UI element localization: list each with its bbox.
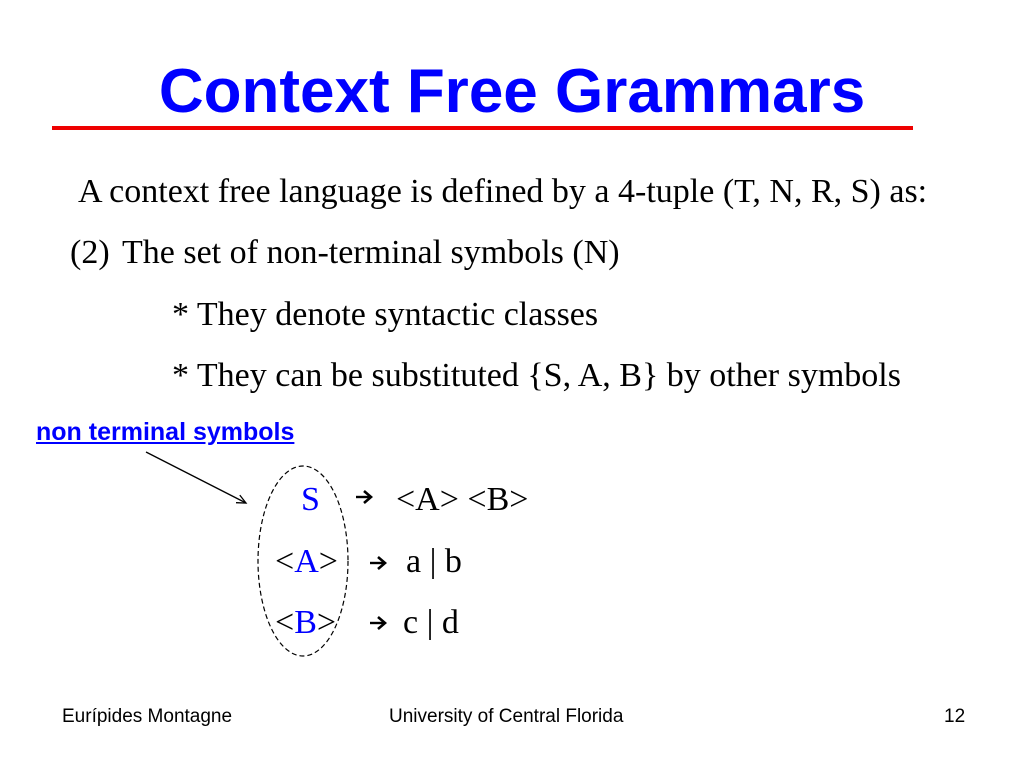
item-text: The set of non-terminal symbols (N) [122, 234, 620, 271]
rule-3-lhs [275, 606, 336, 640]
annotation-label: non terminal symbols [36, 418, 295, 446]
right-arrow-icon [355, 489, 373, 505]
pointer-arrowhead-icon [236, 495, 246, 503]
item-number: (2) [70, 234, 110, 271]
angle-open: < [275, 604, 295, 641]
title-underline-divider [52, 126, 913, 130]
angle-close: > [316, 604, 337, 641]
rule-1-rhs: <A> <B> [396, 481, 529, 518]
footer-institution: University of Central Florida [389, 706, 624, 727]
rule-2-lhs [275, 545, 338, 579]
page-number: 12 [944, 706, 966, 727]
rule-1-lhs [301, 483, 320, 517]
angle-close: > [318, 543, 338, 580]
intro-text: A context free language is defined by a 4-tuple (T, N, R, S) as: [78, 173, 928, 210]
bullet-syntactic-classes: * They denote syntactic classes [172, 296, 599, 333]
bullet-substitution: * They can be substituted {S, A, B} by other symbols [172, 357, 901, 394]
angle-open: < [275, 543, 295, 580]
nonterminal-symbol: S [301, 481, 320, 518]
slide-title: Context Free Grammars [158, 57, 866, 126]
nonterminal-symbol: B [294, 604, 317, 641]
rule-2-rhs: a | b [406, 543, 462, 580]
right-arrow-icon [369, 555, 387, 571]
nonterminal-symbol: A [294, 543, 319, 580]
rule-3-rhs: c | d [403, 604, 459, 641]
pointer-arrow-line [146, 452, 246, 503]
right-arrow-icon [369, 615, 387, 631]
footer-author: Eurípides Montagne [62, 706, 233, 727]
